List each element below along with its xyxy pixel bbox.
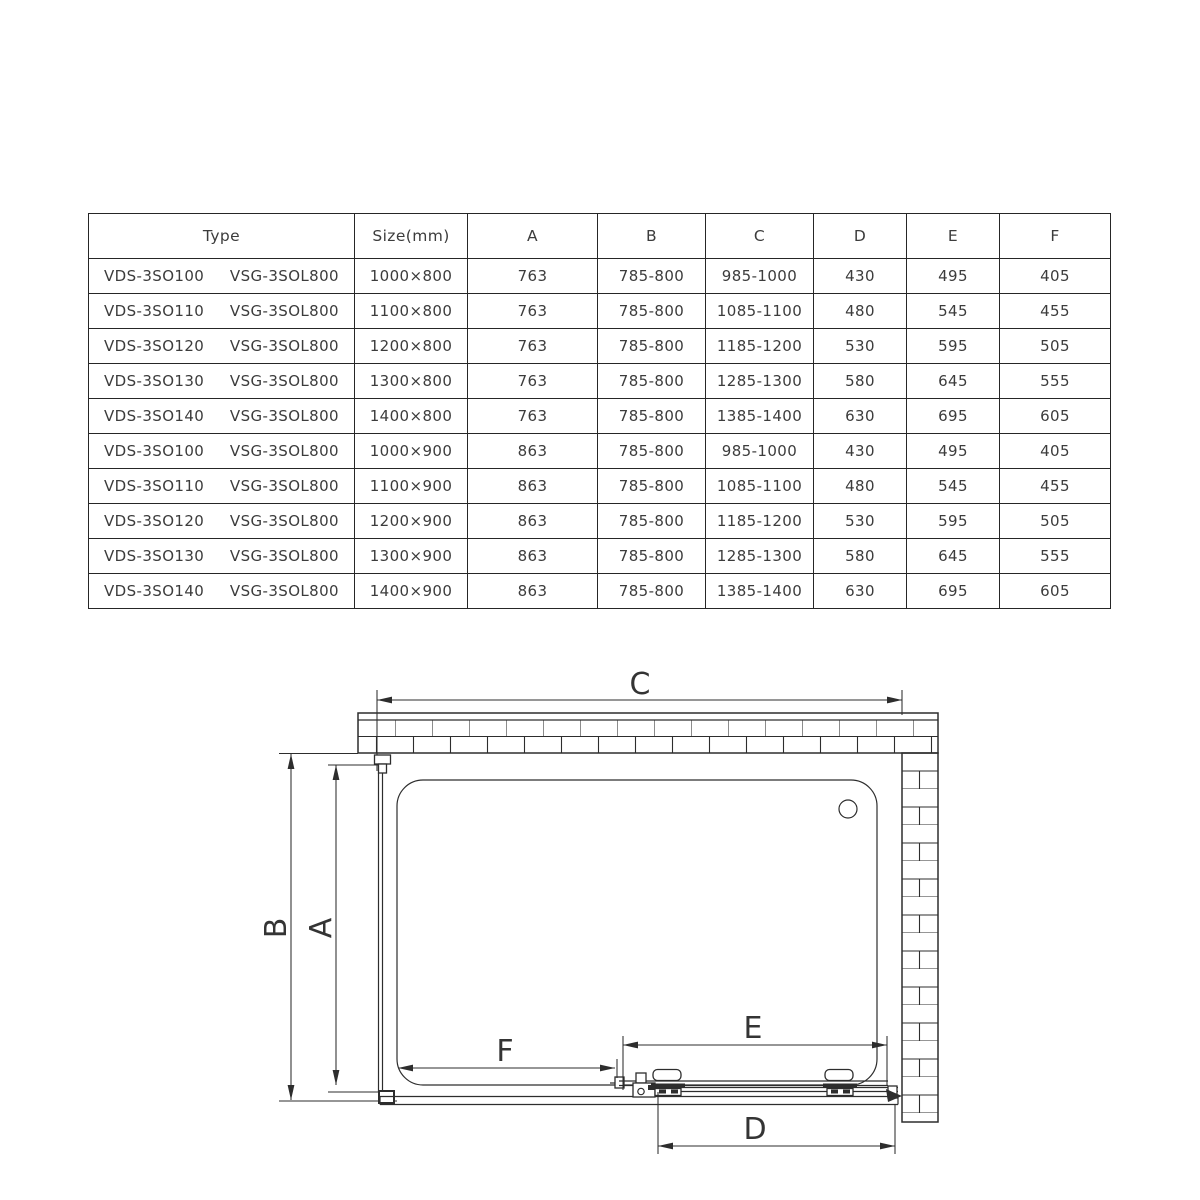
col-c: 1185-1200 [706,504,814,539]
model-secondary: VSG-3SOL800 [229,302,339,320]
header-b: B [598,214,706,259]
model-primary: VDS-3SO120 [104,512,205,530]
header-type: Type [89,214,355,259]
model-secondary: VSG-3SOL800 [229,547,339,565]
dim-label-d: D [743,1112,767,1147]
header-size: Size(mm) [355,214,468,259]
model-secondary: VSG-3SOL800 [229,477,339,495]
col-size: 1400×900 [355,574,468,609]
col-f: 605 [1000,574,1111,609]
table-row [89,469,1111,504]
table-row [89,294,1111,329]
dim-label-e: E [743,1011,763,1046]
sliding-door [610,1070,888,1098]
header-a: A [468,214,598,259]
dim-label-c: C [629,667,651,702]
col-f: 555 [1000,539,1111,574]
col-a: 863 [468,574,598,609]
dim-label-a: A [304,917,339,939]
col-e: 545 [907,294,1000,329]
model-secondary: VSG-3SOL800 [229,512,339,530]
col-f: 405 [1000,259,1111,294]
col-size: 1400×800 [355,399,468,434]
bottom-track [380,1097,898,1105]
col-f: 505 [1000,504,1111,539]
col-type [89,364,355,399]
table-row [89,399,1111,434]
col-c: 1085-1100 [706,469,814,504]
col-type [89,329,355,364]
col-c: 1285-1300 [706,364,814,399]
col-f: 555 [1000,364,1111,399]
table-row [89,539,1111,574]
col-c: 1385-1400 [706,399,814,434]
col-d: 530 [814,329,907,364]
model-secondary: VSG-3SOL800 [229,337,339,355]
col-type [89,399,355,434]
dimension-d [658,1092,895,1154]
col-e: 595 [907,504,1000,539]
col-a: 863 [468,434,598,469]
col-a: 763 [468,399,598,434]
table-row [89,259,1111,294]
col-type [89,259,355,294]
model-primary: VDS-3SO110 [104,477,205,495]
col-c: 1385-1400 [706,574,814,609]
col-b: 785-800 [598,504,706,539]
model-primary: VDS-3SO110 [104,302,205,320]
col-type [89,504,355,539]
col-d: 630 [814,399,907,434]
col-f: 405 [1000,434,1111,469]
col-type [89,539,355,574]
col-a: 763 [468,364,598,399]
drain-hole [839,800,857,818]
col-c: 985-1000 [706,259,814,294]
col-size: 1100×800 [355,294,468,329]
col-c: 1285-1300 [706,539,814,574]
model-secondary: VSG-3SOL800 [229,372,339,390]
col-d: 580 [814,364,907,399]
col-size: 1000×800 [355,259,468,294]
col-a: 863 [468,504,598,539]
dimension-a [304,765,386,1092]
col-c: 1085-1100 [706,294,814,329]
dimension-c [377,667,902,771]
header-e: E [907,214,1000,259]
model-secondary: VSG-3SOL800 [229,442,339,460]
col-type [89,294,355,329]
col-f: 505 [1000,329,1111,364]
door-roller [651,1070,685,1096]
col-size: 1100×900 [355,469,468,504]
col-type [89,469,355,504]
table-row [89,329,1111,364]
col-d: 580 [814,539,907,574]
model-primary: VDS-3SO100 [104,442,205,460]
header-d: D [814,214,907,259]
col-size: 1300×800 [355,364,468,399]
col-a: 763 [468,294,598,329]
col-d: 630 [814,574,907,609]
right-wall [902,753,938,1122]
header-c: C [706,214,814,259]
model-primary: VDS-3SO140 [104,582,205,600]
model-secondary: VSG-3SOL800 [229,267,339,285]
col-size: 1300×900 [355,539,468,574]
col-a: 863 [468,539,598,574]
spec-table [88,213,1111,609]
col-a: 863 [468,469,598,504]
model-primary: VDS-3SO100 [104,267,205,285]
col-d: 480 [814,469,907,504]
dim-label-f: F [496,1034,514,1069]
col-size: 1000×900 [355,434,468,469]
col-f: 455 [1000,294,1111,329]
col-e: 545 [907,469,1000,504]
col-e: 645 [907,364,1000,399]
col-type [89,574,355,609]
model-primary: VDS-3SO140 [104,407,205,425]
col-b: 785-800 [598,329,706,364]
col-c: 1185-1200 [706,329,814,364]
table-row [89,434,1111,469]
col-f: 455 [1000,469,1111,504]
col-e: 495 [907,259,1000,294]
installation-diagram [0,640,1200,1200]
col-b: 785-800 [598,259,706,294]
dimension-f [398,1034,617,1078]
col-size: 1200×900 [355,504,468,539]
col-b: 785-800 [598,399,706,434]
table-row [89,574,1111,609]
fixed-rear-panel [656,1086,902,1102]
model-primary: VDS-3SO130 [104,372,205,390]
col-e: 695 [907,574,1000,609]
model-primary: VDS-3SO130 [104,547,205,565]
col-e: 645 [907,539,1000,574]
header-f: F [1000,214,1111,259]
col-e: 495 [907,434,1000,469]
col-d: 430 [814,259,907,294]
col-b: 785-800 [598,469,706,504]
shower-tray [397,780,877,1085]
col-type [89,434,355,469]
col-b: 785-800 [598,574,706,609]
model-secondary: VSG-3SOL800 [229,582,339,600]
table-row [89,364,1111,399]
col-e: 695 [907,399,1000,434]
col-d: 430 [814,434,907,469]
table-header-row [89,214,1111,259]
dim-label-b: B [259,917,294,939]
col-e: 595 [907,329,1000,364]
col-size: 1200×800 [355,329,468,364]
col-b: 785-800 [598,539,706,574]
model-primary: VDS-3SO120 [104,337,205,355]
table-row [89,504,1111,539]
col-b: 785-800 [598,364,706,399]
col-f: 605 [1000,399,1111,434]
col-c: 985-1000 [706,434,814,469]
col-b: 785-800 [598,434,706,469]
col-a: 763 [468,329,598,364]
door-roller [823,1070,857,1096]
col-b: 785-800 [598,294,706,329]
col-d: 480 [814,294,907,329]
model-secondary: VSG-3SOL800 [229,407,339,425]
side-glass-panel [375,755,395,1103]
top-wall [358,713,938,753]
col-a: 763 [468,259,598,294]
col-d: 530 [814,504,907,539]
